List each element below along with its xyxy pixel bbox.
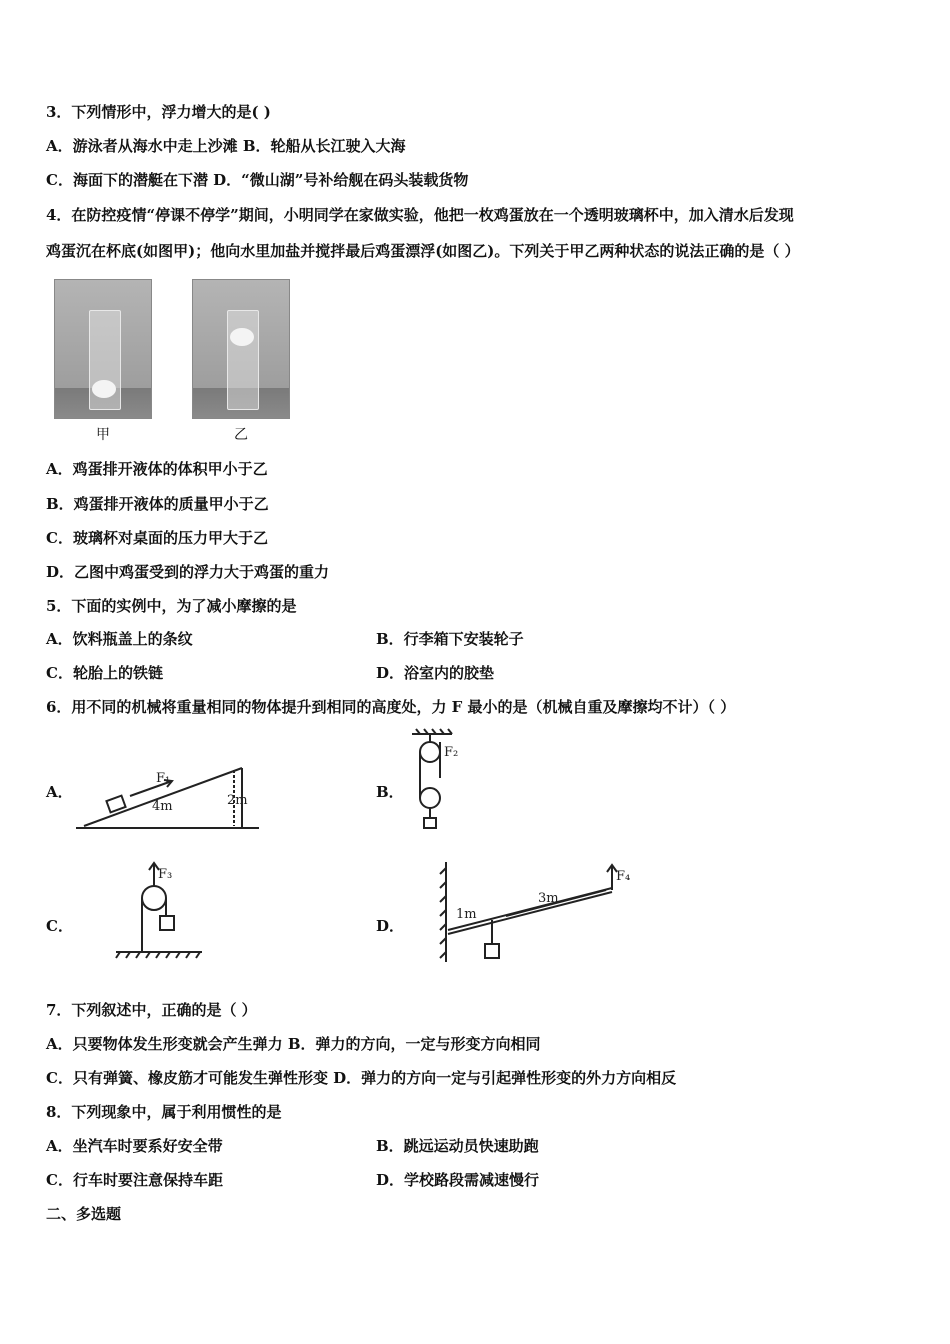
q5-option-d: D．浴室内的胶垫 — [376, 664, 495, 682]
q6-option-c-label: C． — [46, 917, 73, 935]
q4-stem-line2: 鸡蛋沉在杯底(如图甲)；他向水里加盐并搅拌最后鸡蛋漂浮(如图乙)。下列关于甲乙两种状态的说法正确的是（ ） — [46, 242, 800, 260]
fig-c-force-label: F₃ — [158, 867, 173, 882]
fig-d-short-label: 1m — [456, 907, 477, 922]
q4-option-a: A．鸡蛋排开液体的体积甲小于乙 — [46, 460, 268, 478]
fig-a-height-label: 2m — [227, 793, 248, 808]
fig-b-force-label: F₂ — [444, 745, 459, 760]
q8-option-c: C．行车时要注意保持车距 — [46, 1171, 223, 1189]
q4-option-b: B．鸡蛋排开液体的质量甲小于乙 — [46, 495, 269, 513]
q5-option-b: B．行李箱下安装轮子 — [376, 630, 524, 648]
fig-d-long-label: 3m — [538, 891, 559, 906]
q5-option-c: C．轮胎上的铁链 — [46, 664, 163, 682]
photo-egg-floating — [192, 279, 290, 419]
photo-label-yi: 乙 — [234, 427, 248, 443]
q8-stem: 8．下列现象中，属于利用惯性的是 — [46, 1103, 282, 1121]
q8-option-b: B．跳远运动员快速助跑 — [376, 1137, 539, 1155]
fig-a-length-label: 4m — [152, 799, 173, 814]
q4-stem-line1: 4．在防控疫情“停课不停学”期间，小明同学在家做实验，他把一枚鸡蛋放在一个透明玻璃杯中，加入清水后发现 — [46, 206, 794, 224]
q4-option-c: C．玻璃杯对桌面的压力甲大于乙 — [46, 529, 268, 547]
q3-stem: 3．下列情形中，浮力增大的是( ) — [46, 103, 271, 121]
photo-label-jia: 甲 — [96, 427, 110, 443]
diagram-lever — [436, 858, 636, 964]
q7-options-ab: A．只要物体发生形变就会产生弹力 B．弹力的方向，一定与形变方向相同 — [46, 1035, 541, 1053]
q3-options-ab: A．游泳者从海水中走上沙滩 B．轮船从长江驶入大海 — [46, 137, 406, 155]
q6-stem: 6．用不同的机械将重量相同的物体提升到相同的高度处，力 F 最小的是（机械自重及摩擦均不计）（ ） — [46, 698, 736, 716]
q8-option-d: D．学校路段需减速慢行 — [376, 1171, 540, 1189]
q4-option-d: D．乙图中鸡蛋受到的浮力大于鸡蛋的重力 — [46, 563, 330, 581]
q6-option-d-label: D． — [376, 917, 405, 935]
q7-options-cd: C．只有弹簧、橡皮筋才可能发生弹性形变 D．弹力的方向一定与引起弹性形变的外力方向相反 — [46, 1069, 677, 1087]
diagram-pulley-block — [408, 728, 468, 834]
q6-option-a-label: A． — [46, 783, 73, 801]
fig-d-force-label: F₄ — [616, 869, 631, 884]
section-heading-multiple-choice: 二、多选题 — [46, 1205, 122, 1223]
q3-options-cd: C．海面下的潜艇在下潜 D．“微山湖”号补给舰在码头装载货物 — [46, 171, 469, 189]
diagram-inclined-plane — [74, 756, 264, 836]
q6-option-b-label: B． — [376, 783, 404, 801]
photo-egg-sinking — [54, 279, 152, 419]
diagram-fixed-pulley — [112, 858, 208, 962]
fig-a-force-label: F₁ — [156, 771, 171, 786]
q5-stem: 5．下面的实例中，为了减小摩擦的是 — [46, 597, 297, 615]
q8-option-a: A．坐汽车时要系好安全带 — [46, 1137, 223, 1155]
q5-option-a: A．饮料瓶盖上的条纹 — [46, 630, 193, 648]
q7-stem: 7．下列叙述中，正确的是（ ） — [46, 1001, 257, 1019]
